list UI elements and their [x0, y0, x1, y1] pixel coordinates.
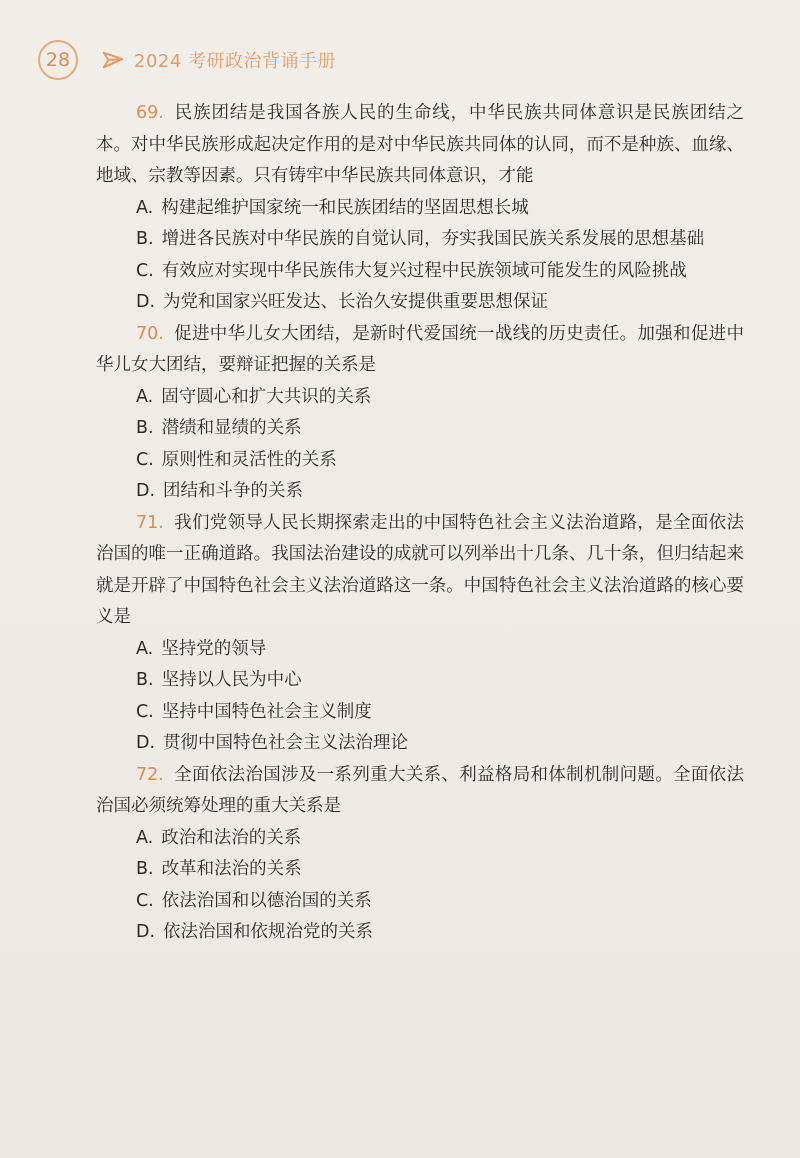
option-c: C. 有效应对实现中华民族伟大复兴过程中民族领域可能发生的风险挑战: [136, 260, 687, 281]
question-number: 70.: [136, 323, 164, 344]
option-d: D. 团结和斗争的关系: [136, 481, 304, 501]
option-b: B. 坚持以人民为中心: [136, 670, 302, 690]
option-a: A. 构建起维护国家统一和民族团结的坚固思想长城: [136, 197, 529, 218]
option-d: D. 依法治国和依规治党的关系: [136, 922, 374, 942]
option-d: D. 贯彻中国特色社会主义法治理论: [136, 733, 409, 753]
question-72: [96, 760, 744, 949]
option-a: A. 政治和法治的关系: [136, 827, 302, 848]
question-list: [96, 98, 744, 949]
option-b: B. 增进各民族对中华民族的自觉认同，夯实我国民族关系发展的思想基础: [136, 229, 705, 249]
paper-plane-icon: [102, 49, 124, 71]
option-b: B. 改革和法治的关系: [136, 859, 302, 879]
page-header: [38, 38, 336, 82]
option-d: D. 为党和国家兴旺发达、长治久安提供重要思想保证: [136, 292, 549, 312]
option-c: C. 坚持中国特色社会主义制度: [136, 701, 372, 722]
option-a: A. 坚持党的领导: [136, 638, 267, 659]
option-a: A. 固守圆心和扩大共识的关系: [136, 386, 372, 407]
option-c: C. 依法治国和以德治国的关系: [136, 890, 372, 911]
question-stem: 民族团结是我国各族人民的生命线，中华民族共同体意识是民族团结之本。对中华民族形成起决定作用的是对中华民族共同体的认同，而不是种族、血缘、地域、宗教等因素。只有铸牢中华民族共同体意识，才能: [96, 103, 744, 186]
question-stem: 我们党领导人民长期探索走出的中国特色社会主义法治道路，是全面依法治国的唯一正确道路。我国法治建设的成就可以列举出十几条、几十条，但归结起来就是开辟了中国特色社会主义法治道路这一条。中国特色社会主义法治道路的核心要义是: [96, 512, 744, 627]
page-number: 28: [38, 40, 78, 80]
question-number: 71.: [136, 512, 164, 533]
book-title: 2024 考研政治背诵手册: [134, 51, 337, 72]
question-69: [96, 98, 744, 319]
question-70: [96, 319, 744, 508]
question-number: 72.: [136, 764, 164, 785]
question-71: [96, 508, 744, 760]
option-b: B. 潜绩和显绩的关系: [136, 418, 302, 438]
option-c: C. 原则性和灵活性的关系: [136, 449, 337, 470]
question-stem: 全面依法治国涉及一系列重大关系、利益格局和体制机制问题。全面依法治国必须统筹处理的重大关系是: [96, 764, 744, 816]
question-number: 69.: [136, 103, 164, 123]
question-stem: 促进中华儿女大团结，是新时代爱国统一战线的历史责任。加强和促进中华儿女大团结，要辩证把握的关系是: [96, 323, 744, 375]
